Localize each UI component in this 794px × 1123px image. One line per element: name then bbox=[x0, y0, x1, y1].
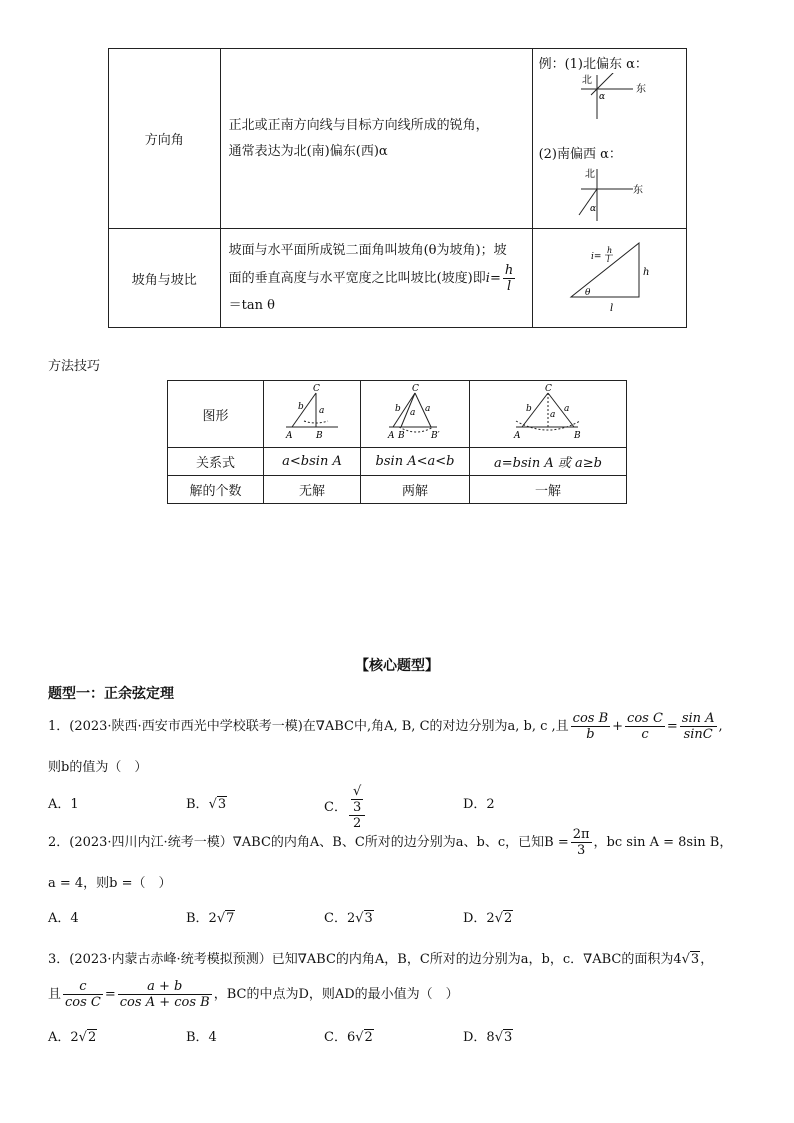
svg-text:α: α bbox=[589, 204, 596, 214]
svg-text:i=: i= bbox=[590, 252, 601, 262]
svg-text:a: a bbox=[550, 410, 556, 420]
svg-text:α: α bbox=[598, 92, 605, 102]
relation-case-2: bsin A<a<b bbox=[361, 448, 470, 476]
relation-case-3: a=bsin A 或 a≥b bbox=[470, 448, 627, 476]
svg-text:a: a bbox=[425, 404, 431, 414]
solution-count-table bbox=[167, 380, 627, 504]
q1-option-c[interactable]: C． √ 3 2 bbox=[324, 784, 367, 831]
q2-option-d[interactable]: D．2√2 bbox=[463, 911, 513, 926]
svg-text:北: 北 bbox=[581, 75, 592, 86]
header-figure: 图形 bbox=[168, 381, 264, 448]
q2-option-c[interactable]: C．2√3 bbox=[324, 911, 373, 926]
svg-text:北: 北 bbox=[584, 169, 595, 180]
question-2: 2．(2023·四川内江·统考一模）∇ABC的内角A、B、C所对的边分别为a、b、c，已知B = $\frac{2\pi}{3}$ ，bc sin A = 8sin B， bbox=[48, 827, 733, 858]
count-case-2: 两解 bbox=[361, 476, 470, 504]
svg-text:东: 东 bbox=[635, 84, 646, 95]
q3-option-d[interactable]: D．8√3 bbox=[463, 1030, 513, 1045]
south-west-diagram bbox=[533, 165, 687, 227]
svg-text:θ: θ bbox=[584, 288, 590, 298]
q3-option-c[interactable]: C．6√2 bbox=[324, 1030, 373, 1045]
core-heading: 【核心题型】 bbox=[355, 658, 439, 674]
relation-case-1: a<bsin A bbox=[264, 448, 361, 476]
q3-option-b[interactable]: B．4 bbox=[186, 1030, 217, 1045]
svg-text:C: C bbox=[545, 384, 552, 394]
row-slope-desc: 坡面与水平面所成锐二面角叫坡角(θ为坡角)；坡 面的垂直高度与水平宽度之比叫坡比(坡度)即i= $\frac{h}{l}$ ＝tan θ bbox=[220, 229, 532, 328]
svg-text:A: A bbox=[514, 431, 521, 441]
q1-option-d[interactable]: D．2 bbox=[463, 797, 495, 812]
svg-text:b: b bbox=[298, 402, 304, 412]
type1-heading: 题型一：正余弦定理 bbox=[48, 686, 174, 702]
question-3-line2: 且 $\frac{c}{\text{cos C}}$ = $\frac{a + b}{\text{cos A + cos B}}$ ，BC的中点为D，则AD的最小值为（ ） bbox=[48, 979, 459, 1010]
header-relation: 关系式 bbox=[168, 448, 264, 476]
svg-text:C: C bbox=[313, 384, 320, 394]
question-1: 1．(2023·陕西·西安市西光中学校联考一模)在∇ABC中,角A, B, C的对边分别为a, b, c ,且 $\frac{\text{cos B}}{b}$ + $\frac{\text{cos C}}{c}$ = $\frac{\text{sin A}}{\sin C}$ , bbox=[48, 711, 723, 742]
row-slope-figure bbox=[532, 229, 686, 328]
q2-option-a[interactable]: A．4 bbox=[48, 911, 79, 926]
question-2-line2: a = 4，则b =（ ） bbox=[48, 876, 172, 891]
svg-text:B: B bbox=[574, 431, 581, 441]
concept-table bbox=[108, 48, 687, 328]
q3-option-a[interactable]: A．2√2 bbox=[48, 1030, 97, 1045]
svg-text:l: l bbox=[609, 303, 613, 314]
svg-text:A: A bbox=[286, 431, 293, 441]
row-direction-angle-desc: 正北或正南方向线与目标方向线所成的锐角， 通常表达为北(南)偏东(西)α bbox=[220, 49, 532, 229]
slope-diagram bbox=[533, 229, 687, 328]
svg-text:h: h bbox=[642, 267, 650, 278]
svg-text:B: B bbox=[316, 431, 323, 441]
north-east-diagram bbox=[533, 73, 687, 135]
row-direction-angle-figures: 例：(1)北偏东 α： 北 α 东 (2)南偏西 α： 北 α 东 bbox=[532, 49, 686, 229]
row-direction-angle-name: 方向角 bbox=[109, 49, 221, 229]
svg-text:a: a bbox=[410, 408, 416, 418]
figure-two-solutions bbox=[361, 381, 470, 448]
question-3: 3．(2023·内蒙古赤峰·统考模拟预测）已知∇ABC的内角A，B，C所对的边分别为a，b，c．∇ABC的面积为4√3， bbox=[48, 952, 714, 967]
row-slope-name: 坡角与坡比 bbox=[109, 229, 221, 328]
count-case-1: 无解 bbox=[264, 476, 361, 504]
figure-one-solution bbox=[470, 381, 627, 448]
svg-text:b: b bbox=[395, 404, 401, 414]
count-case-3: 一解 bbox=[470, 476, 627, 504]
q1-option-b[interactable]: B．√3 bbox=[186, 797, 227, 812]
svg-text:B: B bbox=[398, 431, 405, 441]
svg-text:b: b bbox=[526, 404, 532, 414]
svg-text:l: l bbox=[606, 255, 610, 264]
method-heading: 方法技巧 bbox=[48, 359, 101, 374]
svg-text:A: A bbox=[388, 431, 395, 441]
svg-text:C: C bbox=[412, 384, 419, 394]
q1-option-a[interactable]: A．1 bbox=[48, 797, 79, 812]
svg-text:a: a bbox=[319, 406, 325, 416]
header-count: 解的个数 bbox=[168, 476, 264, 504]
svg-text:a: a bbox=[564, 404, 570, 414]
svg-text:h: h bbox=[606, 246, 612, 255]
svg-text:B′: B′ bbox=[431, 431, 440, 441]
q2-option-b[interactable]: B．2√7 bbox=[186, 911, 235, 926]
question-1-line2: 则b的值为（ ） bbox=[48, 760, 148, 775]
figure-no-solution bbox=[264, 381, 361, 448]
svg-text:东: 东 bbox=[632, 185, 643, 196]
